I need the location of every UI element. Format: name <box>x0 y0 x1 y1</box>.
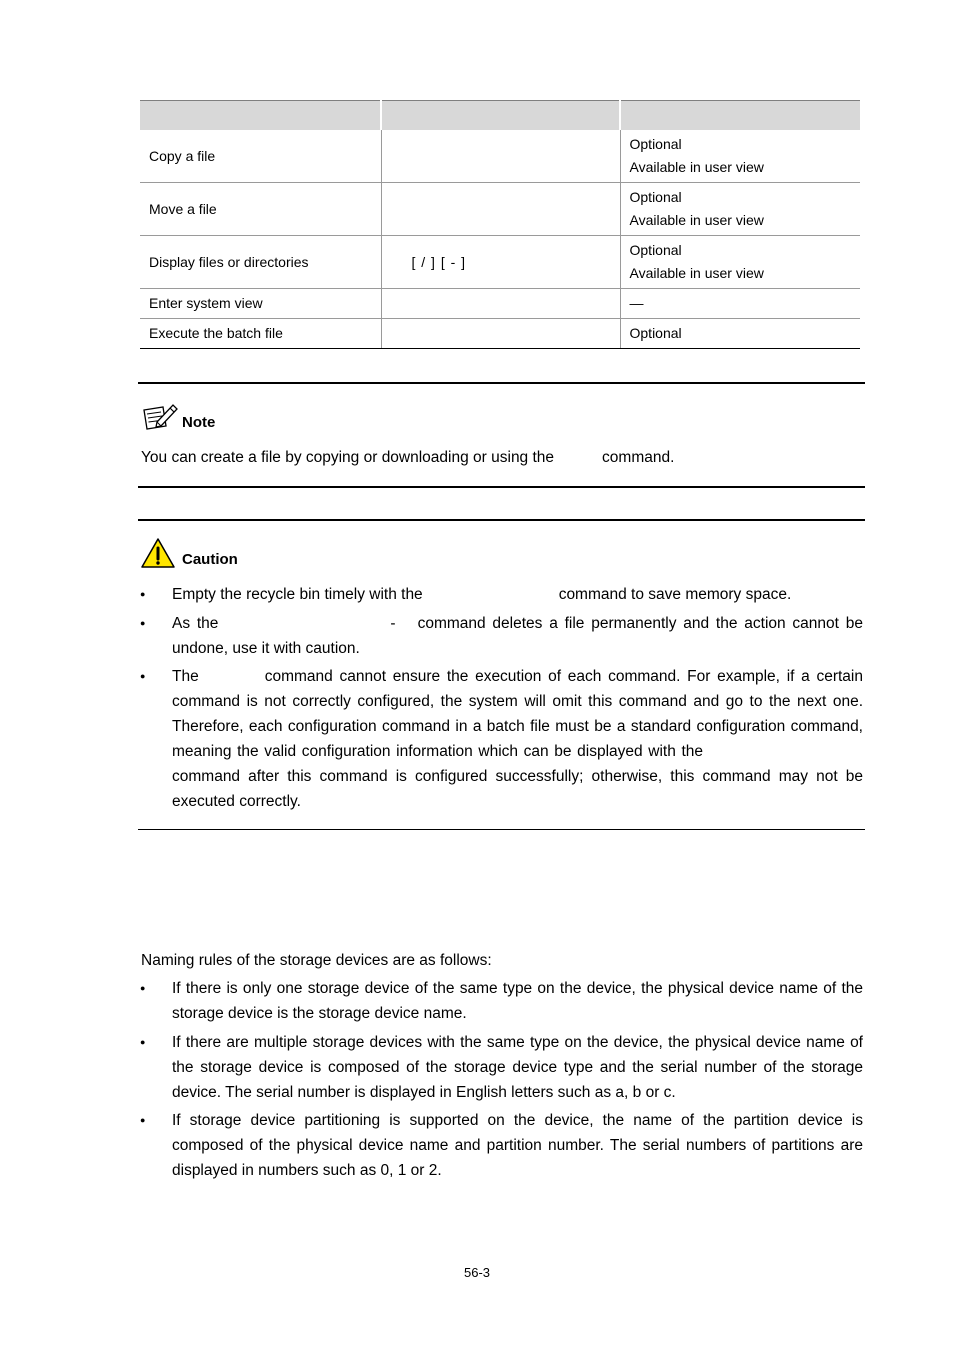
list-item: ● If there is only one storage device of the same type on the device, the physical device name of the storage device is the storage device name. <box>140 976 863 1026</box>
caution-list <box>140 582 863 818</box>
list-item <box>140 582 863 607</box>
table-header-cell <box>140 101 381 131</box>
remark-line: — <box>629 295 644 311</box>
operation-cell: Execute the batch file <box>140 319 381 349</box>
remark-cell <box>620 289 860 319</box>
page-number: 56-3 <box>463 1265 491 1280</box>
caution-text: command after this command is configured successfully; otherwise, this command may not be executed correctly. <box>172 768 863 810</box>
operation-cell: Display files or directories <box>140 236 381 289</box>
note-title: Note <box>182 414 216 431</box>
list-item <box>140 611 863 661</box>
warning-triangle-icon <box>140 537 176 569</box>
caution-bottom-rule <box>138 829 865 830</box>
table-row <box>140 183 860 236</box>
caution-title: Caution <box>182 551 238 568</box>
remark-line: Available in user view <box>629 159 764 175</box>
list-item: ● If there are multiple storage devices with the same type on the device, the physical device name of the storage device is composed of the storage device type and the serial number of the storage device. The serial number is displayed in English letters such as a, b or c. <box>140 1030 863 1105</box>
command-cell <box>381 319 620 349</box>
operation-cell: Enter system view <box>140 289 381 319</box>
operation-cell: Move a file <box>140 183 381 236</box>
caution-text: - <box>390 614 396 632</box>
note-pencil-icon <box>141 402 179 432</box>
table-row <box>140 289 860 319</box>
remark-line: Available in user view <box>629 212 764 228</box>
table-row <box>140 319 860 349</box>
remark-line: Optional <box>629 189 682 205</box>
note-text-part: You can create a file by copying or downloading or using the <box>141 449 555 466</box>
remark-cell <box>620 319 860 349</box>
caution-text: The <box>172 668 199 685</box>
remark-cell <box>620 236 860 289</box>
caution-top-rule <box>138 519 865 521</box>
remark-line: Available in user view <box>629 265 764 281</box>
table-header-cell <box>381 101 620 131</box>
caution-text: Empty the recycle bin timely with the <box>172 586 423 603</box>
caution-text: command deletes a file permanently and the action cannot be undone, use it with caution. <box>172 614 863 657</box>
command-cell <box>381 289 620 319</box>
table-header-cell <box>620 101 860 131</box>
list-item <box>140 664 863 814</box>
caution-text: command cannot ensure the execution of each command. For example, if a certain command is not correctly configured, the system will omit this command and go to the next one. Therefore, each configuration command in a batch file must be a standard configuration command, meaning the valid configuration information which can be displayed with the <box>172 668 863 760</box>
note-top-rule <box>138 382 865 384</box>
remark-line: Optional <box>629 242 682 258</box>
table-row <box>140 130 860 183</box>
naming-list <box>140 976 863 1187</box>
table-row <box>140 236 860 289</box>
list-item: ● If storage device partitioning is supported on the device, the name of the partition device is composed of the physical device name and partition number. The serial numbers of partitions are displayed in numbers such as 0, 1 or 2. <box>140 1108 863 1183</box>
remark-cell <box>620 130 860 183</box>
caution-text: As the <box>172 614 219 632</box>
operation-cell: Copy a file <box>140 130 381 183</box>
command-cell <box>381 183 620 236</box>
note-text <box>141 445 863 470</box>
remark-line: Optional <box>629 325 682 341</box>
remark-line: Optional <box>629 136 682 152</box>
command-cell <box>381 130 620 183</box>
note-bottom-rule <box>138 486 865 488</box>
remark-cell <box>620 183 860 236</box>
note-text-part: command. <box>602 449 675 466</box>
command-table <box>140 100 860 349</box>
caution-text: command to save memory space. <box>558 586 792 603</box>
naming-intro: Naming rules of the storage devices are as follows: <box>141 952 492 969</box>
table-header-row <box>140 101 860 131</box>
command-cell: [ / ] [ - ] <box>381 236 620 289</box>
